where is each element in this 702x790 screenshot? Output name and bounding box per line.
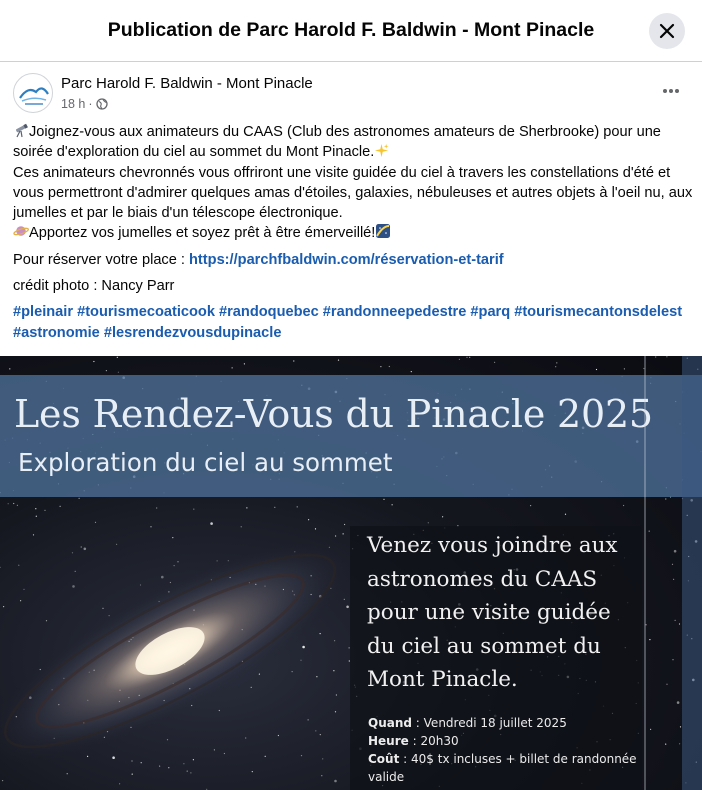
sparkles-icon (374, 143, 389, 158)
reserve-line (13, 250, 693, 270)
night-sky-icon (375, 223, 391, 239)
poster-divider (644, 356, 646, 790)
post-meta (61, 97, 108, 111)
post-image[interactable] (0, 356, 702, 790)
more-dots-icon (662, 88, 680, 94)
close-button[interactable] (649, 13, 685, 49)
poster-subtitle: Exploration du ciel au sommet (18, 448, 393, 477)
reserve-label: Pour réserver votre place : (13, 251, 190, 268)
photo-credit: crédit photo : Nancy Parr (13, 278, 175, 295)
meta-separator: · (88, 97, 93, 111)
post-line-2: Ces animateurs chevronnés vous offriront une visite guidée du ciel à travers les constellations d'été et vous permettront d'admirer quelques amas d'étoiles, galaxies, nébuleuses et autres objets à l'oeil nu, aux jumelles et par le biais d'un télescope électronique. (13, 164, 693, 222)
poster-side-band (682, 356, 702, 790)
poster-details (368, 714, 640, 786)
planet-icon (13, 223, 29, 239)
post-header (0, 62, 702, 120)
globe-icon (96, 98, 108, 110)
poster-title: Les Rendez-Vous du Pinacle 2025 (14, 392, 653, 436)
post-time[interactable]: 18 h (61, 97, 86, 111)
more-options-button[interactable] (656, 76, 686, 106)
post-paragraph-1 (13, 122, 693, 244)
page-name-link[interactable]: Parc Harold F. Baldwin - Mont Pinacle (61, 75, 313, 92)
dialog-title: Publication de Parc Harold F. Baldwin - Mont Pinacle (107, 19, 595, 41)
post-line-3: Apportez vos jumelles et soyez prêt à être émerveillé! (29, 225, 376, 242)
post-line-1: Joignez-vous aux animateurs du CAAS (Club des astronomes amateurs de Sherbrooke) pour une soirée d'exploration du ciel au sommet du Mont Pinacle. (13, 124, 661, 161)
poster-invite-text: Venez vous joindre aux astronomes du CAAS pour une visite guidée du ciel au sommet du Mont Pinacle. (367, 533, 618, 692)
reservation-link[interactable]: https://parchfbaldwin.com/réservation-et-tarif (189, 251, 504, 268)
page-avatar[interactable] (13, 73, 53, 113)
dialog-header (0, 0, 702, 62)
poster-detail-when: Quand : Vendredi 18 juillet 2025 (368, 716, 567, 730)
post-text (13, 122, 693, 343)
poster-detail-cost: Coût : 40$ tx incluses + billet de randonnée valide (368, 752, 637, 784)
park-logo-icon (14, 74, 53, 113)
hashtags[interactable]: #pleinair #tourismecoaticook #randoquebec #randonneepedestre #parq #tourismecantonsdelest #astronomie #lesrendezvousdupinacle (13, 304, 683, 341)
telescope-icon (13, 122, 29, 138)
poster-detail-time: Heure : 20h30 (368, 734, 459, 748)
close-icon (659, 23, 675, 39)
